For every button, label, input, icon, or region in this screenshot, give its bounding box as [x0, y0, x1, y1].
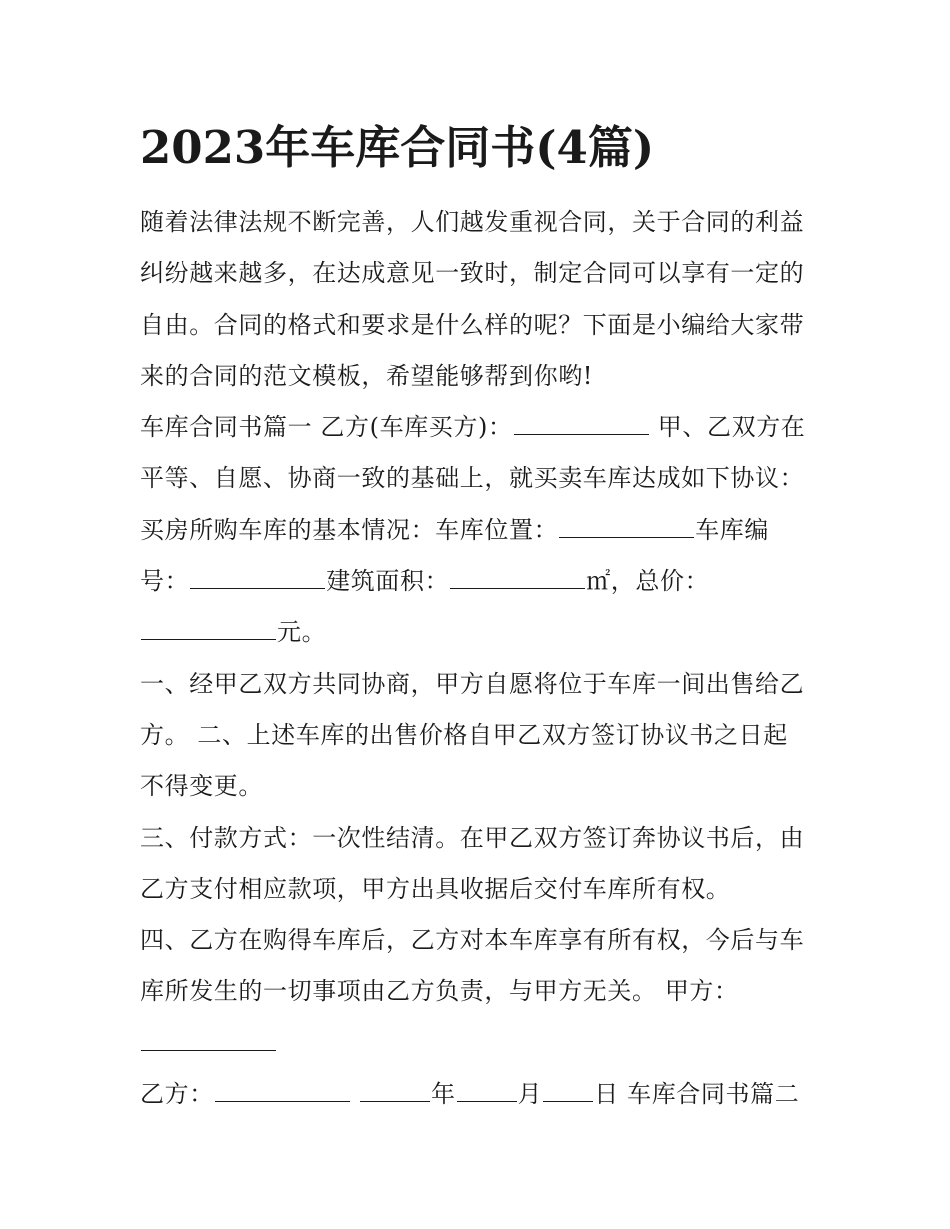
intro-line-1: 随着法律法规不断完善，人们越发重视合同，关于合同的利益 — [140, 208, 805, 236]
total-price-line — [140, 607, 830, 658]
day-blank — [543, 1087, 593, 1102]
clause-3-line-2: 乙方支付相应款项，甲方出具收据后交付车库所有权。 — [140, 874, 731, 903]
party-b-label: 乙方： — [140, 1080, 214, 1109]
intro-line-4: 来的合同的范文模板，希望能够帮到你哟! — [140, 361, 594, 390]
clause-2-line-2: 不得变更。 — [140, 772, 263, 801]
garage-number-area-line — [140, 556, 830, 607]
garage-location-blank — [559, 523, 694, 538]
month-label: 月 — [517, 1080, 543, 1109]
document-title: 2023年车库合同书(4篇) — [140, 121, 655, 174]
party-a-signature-blank — [141, 1036, 276, 1051]
document-body — [140, 197, 830, 1120]
currency-unit: 元。 — [277, 618, 327, 647]
contract-one-parties-text: 甲、乙双方在 — [649, 413, 806, 442]
party-b-signature-blank — [215, 1087, 350, 1102]
garage-location-line — [140, 505, 830, 556]
party-a-signature-line — [140, 1018, 830, 1069]
month-blank — [457, 1087, 517, 1102]
party-b-date-line — [140, 1069, 830, 1120]
clause-3-line-1: 三、付款方式：一次性结清。在甲乙双方签订奔协议书后，由 — [140, 823, 805, 852]
contract-one-buyer-label: 车库合同书篇一 乙方(车库买方)： — [140, 413, 513, 442]
agreement-basis-line: 平等、自愿、协商一致的基础上，就买卖车库达成如下协议： — [140, 464, 805, 493]
intro-line-3: 自由。合同的格式和要求是什么样的呢？下面是小编给大家带 — [140, 310, 805, 339]
clause-4-line-1: 四、乙方在购得车库后，乙方对本车库享有所有权，今后与车 — [140, 926, 805, 955]
garage-number-label-end: 号： — [140, 567, 190, 596]
buyer-name-blank — [514, 420, 649, 435]
garage-number-label-start: 车库编 — [695, 515, 770, 544]
contract-one-header-line — [140, 402, 830, 453]
year-label: 年 — [431, 1080, 456, 1109]
day-and-next-contract-label: 日 车库合同书篇二 — [594, 1080, 800, 1109]
building-area-label: 建筑面积： — [326, 567, 450, 596]
total-price-label: ㎡，总价： — [586, 567, 710, 596]
building-area-blank — [450, 574, 585, 589]
year-blank — [360, 1087, 430, 1102]
clause-1-2-line: 方。 二、上述车库的出售价格自甲乙双方签订协议书之日起 — [140, 720, 788, 749]
clause-1-line-1: 一、经甲乙双方共同协商，甲方自愿将位于车库一间出售给乙 — [140, 669, 805, 698]
garage-number-blank — [190, 574, 325, 589]
garage-location-label: 买房所购车库的基本情况：车库位置： — [140, 515, 559, 544]
intro-line-2: 纠纷越来越多，在达成意见一致时，制定合同可以享有一定的 — [140, 259, 805, 288]
clause-4-line-2: 库所发生的一切事项由乙方负责，与甲方无关。 甲方： — [140, 977, 739, 1006]
total-price-blank — [141, 625, 276, 640]
